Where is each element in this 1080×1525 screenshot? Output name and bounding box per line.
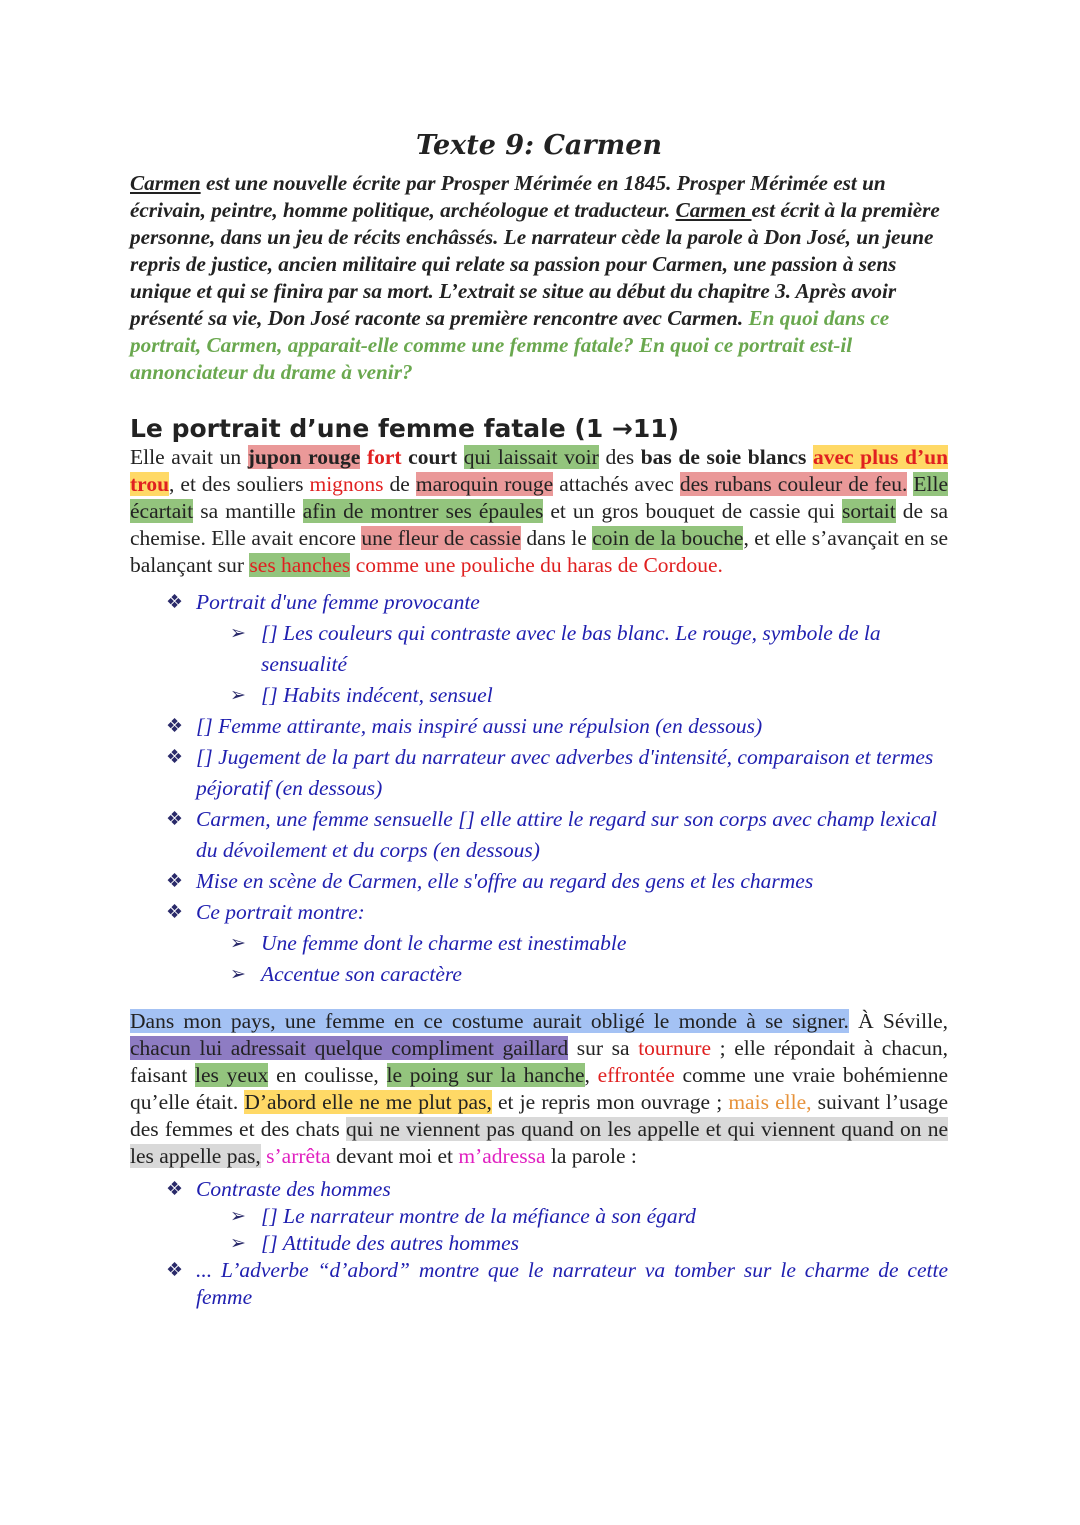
diamond-bullet-icon: ❖ bbox=[166, 716, 184, 737]
analysis-notes bbox=[130, 587, 948, 990]
list-item: ❖ [] Femme attirante, mais inspiré aussi une répulsion (en dessous) bbox=[130, 711, 948, 742]
arrow-bullet-icon: ➢ bbox=[230, 964, 246, 985]
arrow-bullet-icon: ➢ bbox=[230, 933, 246, 954]
work-title: Carmen bbox=[675, 198, 752, 222]
diamond-bullet-icon: ❖ bbox=[166, 902, 184, 923]
problematic-question: En quoi dans ce portrait, Carmen, apparait-elle comme une femme fatale? En quoi ce portrait est-il annonciateur du drame à venir? bbox=[130, 306, 890, 384]
list-item: ❖ [] Jugement de la part du narrateur avec adverbes d'intensité, comparaison et termes péjoratif (en dessous) bbox=[130, 742, 948, 804]
list-item: ❖ Portrait d'une femme provocante bbox=[130, 587, 948, 618]
intro-paragraph bbox=[130, 170, 948, 386]
arrow-bullet-icon: ➢ bbox=[230, 685, 246, 706]
diamond-bullet-icon: ❖ bbox=[166, 1260, 184, 1281]
analysis-notes bbox=[130, 1176, 948, 1311]
list-item: ➢ [] Habits indécent, sensuel bbox=[130, 680, 948, 711]
diamond-bullet-icon: ❖ bbox=[166, 747, 184, 768]
list-item: ❖ Carmen, une femme sensuelle [] elle attire le regard sur son corps avec champ lexical du dévoilement et du corps (en dessous) bbox=[130, 804, 948, 866]
list-item: ➢ Accentue son caractère bbox=[130, 959, 948, 990]
diamond-bullet-icon: ❖ bbox=[166, 871, 184, 892]
list-item: ➢ [] Attitude des autres hommes bbox=[230, 1231, 519, 1255]
excerpt-paragraph: Elle avait un jupon rouge fort court qui laissait voir des bas de soie blancs avec plus d’un trou, et des souliers mignons de maroquin rouge attachés avec des rubans couleur de feu. Elle écartait sa mantille afin de montrer ses épaules et un gros bouquet de cassie qui sortait de sa chemise. Elle avait encore une fleur de cassie dans le coin de la bouche, et elle s’avançait en se balançant sur ses hanches comme une pouliche du haras de Cordoue. bbox=[130, 445, 949, 577]
work-title: Carmen bbox=[130, 171, 201, 195]
list-item: ➢ Une femme dont le charme est inestimable bbox=[130, 928, 948, 959]
intro-text: est écrit à la première personne, dans un jeu de récits enchâssés. Le narrateur cède la parole à Don José, un jeune repris de justice, ancien militaire qui relate sa passion pour Carmen, une passion à sens unique et qui se finira par sa mort. L’extrait se situe au début du chapitre 3. Après avoir présenté sa vie, Don José raconte sa première rencontre avec Carmen. bbox=[130, 198, 940, 330]
page-title: Texte 9: Carmen bbox=[415, 130, 663, 161]
excerpt-paragraph: Dans mon pays, une femme en ce costume aurait obligé le monde à se signer. À Séville, chacun lui adressait quelque compliment gaillard sur sa tournure ; elle répondait à chacun, faisant les yeux en coulisse, le poing sur la hanche, effrontée comme une vraie bohémienne qu’elle était. D’abord elle ne me plut pas, et je repris mon ouvrage ; mais elle, suivant l’usage des femmes et des chats qui ne viennent pas quand on les appelle et qui viennent quand on ne les appelle pas, s’arrêta devant moi et m’adressa la parole : bbox=[130, 1009, 949, 1168]
document-page bbox=[130, 128, 948, 1311]
arrow-bullet-icon: ➢ bbox=[230, 1206, 246, 1227]
list-item: ❖ ... L’adverbe “d’abord” montre que le narrateur va tomber sur le charme de cette femme bbox=[166, 1258, 948, 1309]
list-item: ❖ Ce portrait montre: bbox=[130, 897, 948, 928]
list-item: ➢ [] Les couleurs qui contraste avec le bas blanc. Le rouge, symbole de la sensualité bbox=[130, 618, 948, 680]
intro-text: est une nouvelle écrite par Prosper Mérimée en 1845. Prosper Mérimée est un écrivain, peintre, homme politique, archéologue et traducteur. bbox=[130, 171, 886, 222]
diamond-bullet-icon: ❖ bbox=[166, 1179, 184, 1200]
section-heading: Le portrait d’une femme fatale (1 →11) bbox=[130, 414, 680, 443]
list-item: ❖ Mise en scène de Carmen, elle s'offre au regard des gens et les charmes bbox=[130, 866, 948, 897]
arrow-bullet-icon: ➢ bbox=[230, 1233, 246, 1254]
diamond-bullet-icon: ❖ bbox=[166, 809, 184, 830]
diamond-bullet-icon: ❖ bbox=[166, 592, 184, 613]
arrow-bullet-icon: ➢ bbox=[230, 623, 246, 644]
list-item: ➢ [] Le narrateur montre de la méfiance à son égard bbox=[230, 1204, 696, 1228]
list-item: ❖ Contraste des hommes bbox=[166, 1177, 391, 1201]
